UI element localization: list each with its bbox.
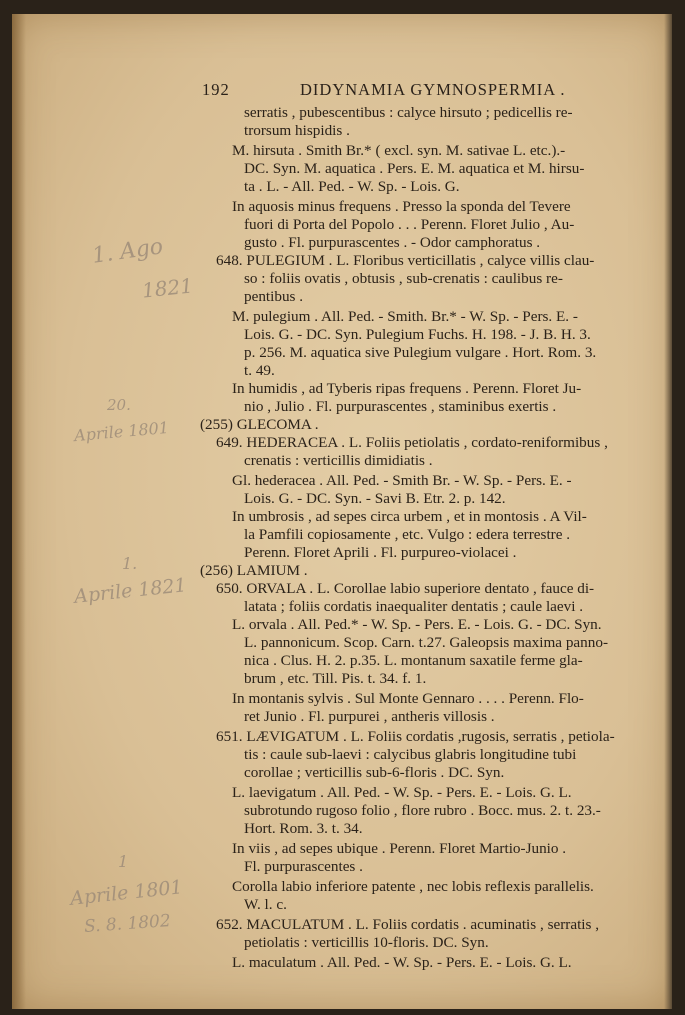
marginal-note: Aprile 1801 [73,417,170,446]
text-line: W. l. c. [244,896,287,913]
book-page [12,14,672,1009]
text-line: brum , etc. Till. Pis. t. 34. f. 1. [244,670,427,687]
text-line: (255) GLECOMA . [200,416,319,433]
text-line: serratis , pubescentibus : calyce hirsuto ; pedicellis re- [244,104,573,121]
text-line: ta . L. - All. Ped. - W. Sp. - Lois. G. [244,178,460,195]
text-line: L. pannonicum. Scop. Carn. t.27. Galeopsis maxima panno- [244,634,609,651]
text-line: ret Junio . Fl. purpurei , antheris villosis . [244,708,495,725]
text-line: L. orvala . All. Ped.* - W. Sp. - Pers. E. - Lois. G. - DC. Syn. [232,616,602,633]
page-gutter-shadow [12,14,26,1009]
text-line: In humidis , ad Tyberis ripas frequens . Perenn. Floret Ju- [232,380,582,397]
text-line: la Pamfili copiosamente , etc. Vulgo : edera terrestre . [244,526,571,543]
text-line: Corolla labio inferiore patente , nec lobis reflexis parallelis. [232,878,594,895]
text-line: tis : caule sub-laevi : calycibus glabris longitudine tubi [244,746,577,763]
text-line: (256) LAMIUM . [200,562,308,579]
marginal-note: 1821 [140,273,195,303]
marginal-note: 1. [122,554,138,573]
text-line: so : foliis ovatis , obtusis , sub-crenatis : caulibus re- [244,270,563,287]
marginal-note: 1. Ago [90,234,165,269]
text-line: t. 49. [244,362,275,379]
page-title: DIDYNAMIA GYMNOSPERMIA . [300,80,566,99]
text-line: p. 256. M. aquatica sive Pulegium vulgare . Hort. Rom. 3. [244,344,597,361]
text-line: M. hirsuta . Smith Br.* ( excl. syn. M. sativae L. etc.).- [232,142,566,159]
text-line: corollae ; verticillis sub-6-floris . DC. Syn. [244,764,505,781]
text-line: Perenn. Floret Aprili . Fl. purpureo-violacei . [244,544,517,561]
text-line: DC. Syn. M. aquatica . Pers. E. M. aquatica et M. hirsu- [244,160,585,177]
text-line: crenatis : verticillis dimidiatis . [244,452,433,469]
marginal-note: Aprile 1821 [73,574,188,608]
running-header [202,80,622,102]
text-line: Hort. Rom. 3. t. 34. [244,820,363,837]
text-line: In montanis sylvis . Sul Monte Gennaro . . . . Perenn. Flo- [232,690,584,707]
marginal-note: S. 8. 1802 [83,910,172,938]
text-line: In aquosis minus frequens . Presso la sponda del Tevere [232,198,571,215]
marginal-note: 20. [107,396,131,414]
text-line: trorsum hispidis . [244,122,350,139]
text-line: pentibus . [244,288,304,305]
text-line: Fl. purpurascentes . [244,858,363,875]
text-line: petiolatis : verticillis 10-floris. DC. Syn. [244,934,489,951]
text-line: 652. MACULATUM . L. Foliis cordatis . acuminatis , serratis , [216,916,600,933]
text-line: latata ; foliis cordatis inaequaliter dentatis ; caule laevi . [244,598,584,615]
text-line: In umbrosis , ad sepes circa urbem , et in montosis . A Vil- [232,508,587,525]
text-line: Lois. G. - DC. Syn. - Savi B. Etr. 2. p. 142. [244,490,506,507]
text-line: gusto . Fl. purpurascentes . - Odor camphoratus . [244,234,541,251]
text-line: 649. HEDERACEA . L. Foliis petiolatis , cordato-reniformibus , [216,434,608,451]
text-line: 650. ORVALA . L. Corollae labio superiore dentato , fauce di- [216,580,595,597]
text-line: nica . Clus. H. 2. p.35. L. montanum saxatile ferme gla- [244,652,583,669]
page-edge-shadow [664,14,672,1009]
text-line: M. pulegium . All. Ped. - Smith. Br.* - W. Sp. - Pers. E. - [232,308,578,325]
text-line: L. maculatum . All. Ped. - W. Sp. - Pers. E. - Lois. G. L. [232,954,572,971]
marginal-note: Aprile 1801 [69,876,184,910]
text-line: Gl. hederacea . All. Ped. - Smith Br. - W. Sp. - Pers. E. - [232,472,572,489]
page-number: 192 [202,80,230,99]
text-line: L. laevigatum . All. Ped. - W. Sp. - Pers. E. - Lois. G. L. [232,784,572,801]
text-line: In viis , ad sepes ubique . Perenn. Floret Martio-Junio . [232,840,567,857]
text-line: 648. PULEGIUM . L. Floribus verticillatis , calyce villis clau- [216,252,595,269]
text-line: Lois. G. - DC. Syn. Pulegium Fuchs. H. 198. - J. B. H. 3. [244,326,591,343]
text-line: fuori di Porta del Popolo . . . Perenn. Floret Julio , Au- [244,216,575,233]
marginal-note: 1 [118,852,129,871]
text-line: nio , Julio . Fl. purpurascentes , staminibus exertis . [244,398,557,415]
text-line: subrotundo rugoso folio , flore rubro . Bocc. mus. 2. t. 23.- [244,802,601,819]
text-line: 651. LÆVIGATUM . L. Foliis cordatis ,rugosis, serratis , petiola- [216,728,615,745]
